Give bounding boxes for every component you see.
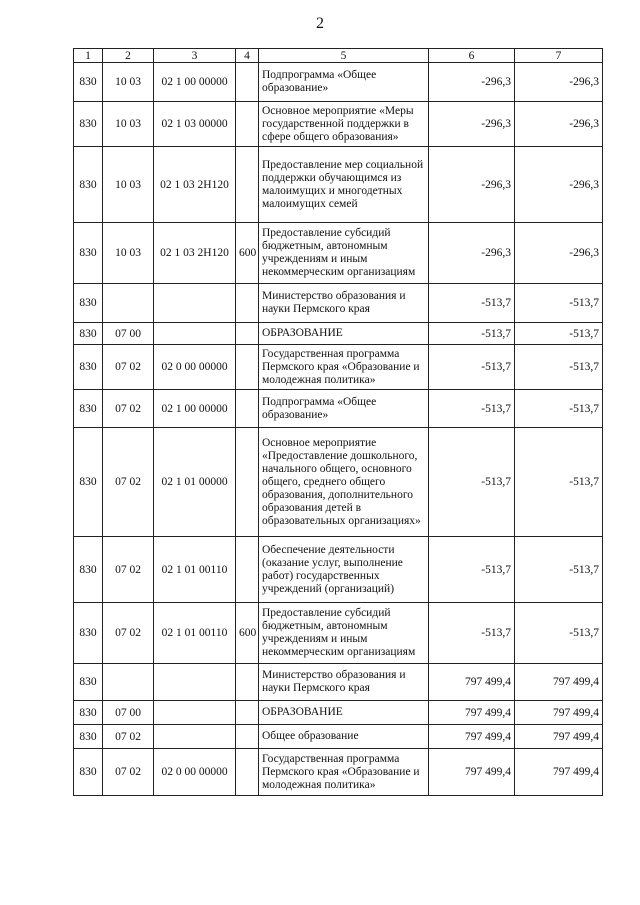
- cell-amount-b: 797 499,4: [515, 664, 603, 701]
- column-header: 4: [236, 49, 259, 63]
- column-header: 6: [429, 49, 515, 63]
- cell-amount-a: 797 499,4: [429, 664, 515, 701]
- cell-amount-b: -513,7: [515, 345, 603, 390]
- column-number-row: [74, 49, 603, 63]
- cell-section-code: 10 03: [103, 147, 154, 223]
- cell-amount-a: -296,3: [429, 102, 515, 147]
- cell-amount-b: 797 499,4: [515, 701, 603, 725]
- cell-section-code: 07 02: [103, 749, 154, 796]
- cell-expense-type: [236, 725, 259, 749]
- cell-expense-type: [236, 749, 259, 796]
- cell-amount-a: 797 499,4: [429, 701, 515, 725]
- cell-section-code: 10 03: [103, 63, 154, 102]
- cell-amount-a: -296,3: [429, 147, 515, 223]
- column-header: 5: [259, 49, 429, 63]
- cell-section-code: [103, 664, 154, 701]
- cell-ministry-code: 830: [74, 603, 103, 664]
- cell-target-article: [154, 664, 236, 701]
- column-header: 2: [103, 49, 154, 63]
- cell-description: Министерство образования и науки Пермского края: [259, 664, 429, 701]
- table-row: [74, 390, 603, 428]
- cell-ministry-code: 830: [74, 725, 103, 749]
- cell-description: Министерство образования и науки Пермского края: [259, 284, 429, 323]
- cell-amount-b: 797 499,4: [515, 749, 603, 796]
- column-header: 3: [154, 49, 236, 63]
- cell-amount-b: -513,7: [515, 323, 603, 345]
- cell-description: ОБРАЗОВАНИЕ: [259, 701, 429, 725]
- cell-description: Общее образование: [259, 725, 429, 749]
- cell-amount-b: -513,7: [515, 390, 603, 428]
- cell-amount-a: -513,7: [429, 390, 515, 428]
- cell-description: Предоставление субсидий бюджетным, автономным учреждениям и иным некоммерческим организациям: [259, 603, 429, 664]
- cell-ministry-code: 830: [74, 664, 103, 701]
- cell-ministry-code: 830: [74, 428, 103, 537]
- table-row: [74, 102, 603, 147]
- cell-description: Подпрограмма «Общее образование»: [259, 63, 429, 102]
- cell-ministry-code: 830: [74, 147, 103, 223]
- cell-description: Основное мероприятие «Предоставление дошкольного, начального общего, основного общего, среднего общего образования, дополнительного образования детей в образовательных организациях»: [259, 428, 429, 537]
- cell-expense-type: [236, 345, 259, 390]
- cell-section-code: 07 00: [103, 323, 154, 345]
- cell-ministry-code: 830: [74, 390, 103, 428]
- cell-expense-type: 600: [236, 603, 259, 664]
- cell-amount-b: -296,3: [515, 223, 603, 284]
- cell-target-article: 02 1 03 00000: [154, 102, 236, 147]
- budget-table: [73, 48, 603, 796]
- table-row: [74, 664, 603, 701]
- cell-expense-type: 600: [236, 223, 259, 284]
- cell-ministry-code: 830: [74, 63, 103, 102]
- cell-expense-type: [236, 537, 259, 603]
- cell-section-code: 07 00: [103, 701, 154, 725]
- cell-target-article: [154, 701, 236, 725]
- cell-amount-a: -513,7: [429, 537, 515, 603]
- cell-ministry-code: 830: [74, 102, 103, 147]
- cell-target-article: 02 1 03 2Н120: [154, 223, 236, 284]
- cell-description: Предоставление субсидий бюджетным, автономным учреждениям и иным некоммерческим организациям: [259, 223, 429, 284]
- cell-amount-b: 797 499,4: [515, 725, 603, 749]
- cell-section-code: 07 02: [103, 603, 154, 664]
- cell-description: Государственная программа Пермского края «Образование и молодежная политика»: [259, 749, 429, 796]
- cell-ministry-code: 830: [74, 345, 103, 390]
- cell-expense-type: [236, 63, 259, 102]
- column-header: 7: [515, 49, 603, 63]
- cell-expense-type: [236, 664, 259, 701]
- cell-target-article: 02 1 01 00000: [154, 428, 236, 537]
- cell-section-code: 07 02: [103, 390, 154, 428]
- cell-amount-b: -513,7: [515, 603, 603, 664]
- cell-expense-type: [236, 102, 259, 147]
- table-row: [74, 537, 603, 603]
- cell-expense-type: [236, 701, 259, 725]
- cell-amount-b: -513,7: [515, 284, 603, 323]
- cell-expense-type: [236, 147, 259, 223]
- cell-amount-b: -513,7: [515, 537, 603, 603]
- cell-amount-b: -296,3: [515, 102, 603, 147]
- cell-amount-b: -296,3: [515, 63, 603, 102]
- cell-section-code: 07 02: [103, 537, 154, 603]
- cell-ministry-code: 830: [74, 223, 103, 284]
- cell-amount-a: -513,7: [429, 284, 515, 323]
- cell-ministry-code: 830: [74, 323, 103, 345]
- cell-section-code: 10 03: [103, 102, 154, 147]
- cell-description: Основное мероприятие «Меры государственной поддержки в сфере общего образования»: [259, 102, 429, 147]
- cell-amount-a: -513,7: [429, 345, 515, 390]
- cell-section-code: 10 03: [103, 223, 154, 284]
- table-row: [74, 428, 603, 537]
- cell-amount-b: -296,3: [515, 147, 603, 223]
- cell-section-code: 07 02: [103, 345, 154, 390]
- table-row: [74, 147, 603, 223]
- table-row: [74, 603, 603, 664]
- cell-target-article: 02 1 03 2Н120: [154, 147, 236, 223]
- cell-expense-type: [236, 428, 259, 537]
- cell-target-article: [154, 284, 236, 323]
- cell-target-article: [154, 725, 236, 749]
- cell-expense-type: [236, 390, 259, 428]
- cell-amount-a: -296,3: [429, 63, 515, 102]
- cell-target-article: 02 1 01 00110: [154, 537, 236, 603]
- cell-description: Подпрограмма «Общее образование»: [259, 390, 429, 428]
- cell-ministry-code: 830: [74, 749, 103, 796]
- cell-target-article: 02 0 00 00000: [154, 345, 236, 390]
- cell-target-article: 02 1 00 00000: [154, 390, 236, 428]
- cell-amount-a: -513,7: [429, 603, 515, 664]
- table-row: [74, 701, 603, 725]
- cell-target-article: 02 1 00 00000: [154, 63, 236, 102]
- table-row: [74, 323, 603, 345]
- cell-description: Обеспечение деятельности (оказание услуг, выполнение работ) государственных учреждений (организаций): [259, 537, 429, 603]
- table-row: [74, 749, 603, 796]
- cell-target-article: 02 1 01 00110: [154, 603, 236, 664]
- cell-ministry-code: 830: [74, 701, 103, 725]
- cell-target-article: 02 0 00 00000: [154, 749, 236, 796]
- table-body: [74, 63, 603, 796]
- cell-amount-a: -296,3: [429, 223, 515, 284]
- cell-section-code: [103, 284, 154, 323]
- cell-description: Предоставление мер социальной поддержки обучающимся из малоимущих и многодетных малоимущих семей: [259, 147, 429, 223]
- cell-expense-type: [236, 323, 259, 345]
- cell-section-code: 07 02: [103, 725, 154, 749]
- cell-amount-a: 797 499,4: [429, 725, 515, 749]
- cell-ministry-code: 830: [74, 537, 103, 603]
- table-row: [74, 725, 603, 749]
- cell-amount-b: -513,7: [515, 428, 603, 537]
- cell-amount-a: 797 499,4: [429, 749, 515, 796]
- cell-target-article: [154, 323, 236, 345]
- table-row: [74, 284, 603, 323]
- page-number: 2: [316, 15, 324, 32]
- cell-description: ОБРАЗОВАНИЕ: [259, 323, 429, 345]
- cell-ministry-code: 830: [74, 284, 103, 323]
- column-header: 1: [74, 49, 103, 63]
- cell-section-code: 07 02: [103, 428, 154, 537]
- cell-amount-a: -513,7: [429, 428, 515, 537]
- cell-amount-a: -513,7: [429, 323, 515, 345]
- table-row: [74, 345, 603, 390]
- cell-description: Государственная программа Пермского края «Образование и молодежная политика»: [259, 345, 429, 390]
- cell-expense-type: [236, 284, 259, 323]
- table-row: [74, 223, 603, 284]
- table-row: [74, 63, 603, 102]
